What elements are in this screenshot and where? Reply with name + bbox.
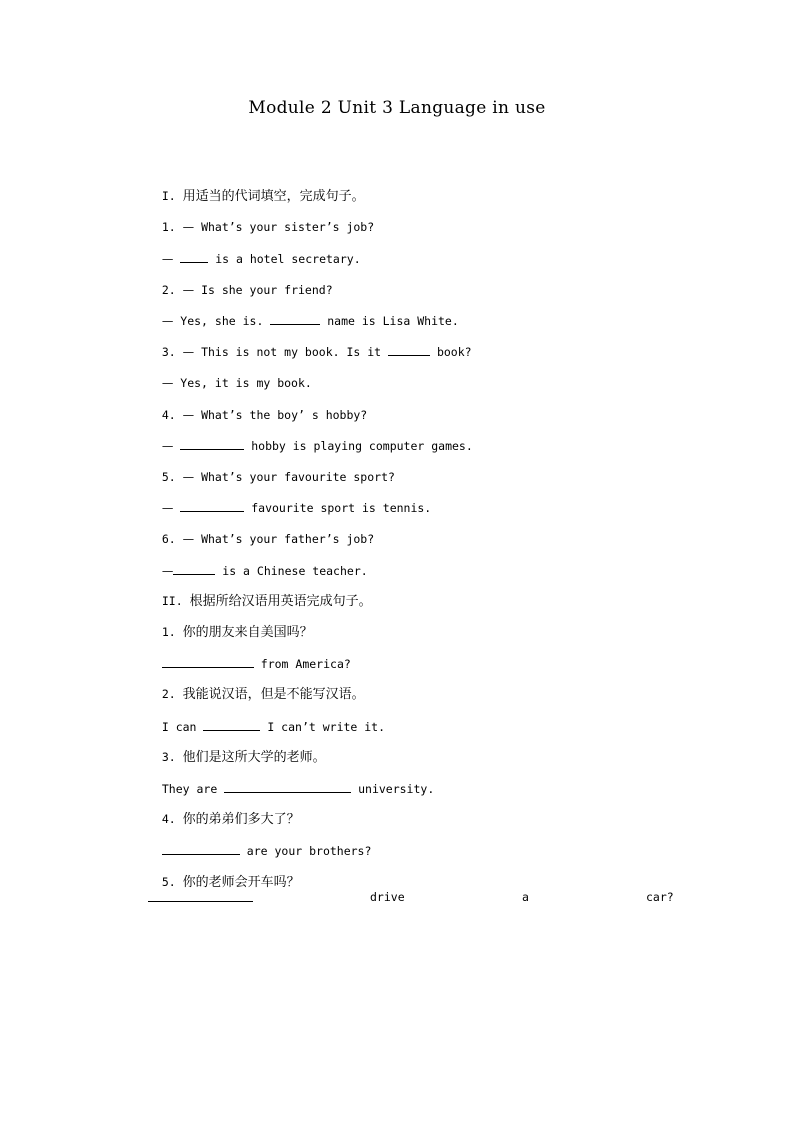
translation-5-prompt [148, 858, 300, 891]
item-number: 1. [161, 625, 183, 639]
question-text: This is not my book. Is it [194, 345, 389, 359]
english-text: from America? [253, 657, 351, 671]
question-text: What’s your favourite sport? [194, 470, 395, 484]
chinese-sentence: 你的弟弟们多大了？ [182, 812, 300, 827]
section2-instruction: 根据所给汉语用英语完成句子。 [189, 594, 372, 609]
dash: — [182, 470, 195, 484]
english-word-drive: drive [370, 890, 405, 904]
answer-blank[interactable] [173, 563, 215, 575]
answer-pre: Yes, she is. [173, 314, 271, 328]
answer-blank[interactable] [224, 781, 351, 793]
section1-instruction: 用适当的代词填空，完成句子。 [182, 189, 365, 204]
question-5 [148, 453, 395, 485]
translation-1-prompt [148, 608, 313, 641]
dash: — [161, 564, 174, 578]
chinese-sentence: 他们是这所大学的老师。 [182, 750, 326, 765]
dash: — [182, 408, 195, 422]
translation-3-answer [148, 765, 434, 797]
answer-1 [148, 235, 361, 267]
section2-number: II. [161, 594, 190, 608]
answer-text: favourite sport is tennis. [244, 501, 432, 515]
answer-blank[interactable] [148, 890, 253, 902]
question-text: What’s the boy’ s hobby? [194, 408, 368, 422]
chinese-sentence: 你的老师会开车吗？ [182, 875, 300, 890]
answer-text: is a Chinese teacher. [215, 564, 368, 578]
question-1 [148, 203, 374, 235]
translation-4-prompt [148, 795, 300, 828]
english-text: are your brothers? [239, 844, 372, 858]
question-4 [148, 391, 367, 423]
answer-5 [148, 484, 431, 516]
section1-number: I. [161, 189, 183, 203]
dash: — [161, 252, 174, 266]
dash: — [161, 314, 174, 328]
answer-6 [148, 547, 368, 579]
translation-5-answer [148, 890, 674, 906]
answer-blank[interactable] [180, 251, 208, 263]
q-number: 2. [161, 283, 183, 297]
question-3 [148, 328, 472, 360]
answer-text: Yes, it is my book. [173, 376, 312, 390]
dash: — [161, 376, 174, 390]
question-2 [148, 266, 333, 298]
question-6 [148, 515, 374, 547]
dash: — [182, 532, 195, 546]
translation-2-answer [148, 703, 385, 735]
answer-blank[interactable] [203, 719, 260, 731]
dash: — [182, 283, 195, 297]
translation-2-prompt [148, 670, 365, 703]
page-title: Module 2 Unit 3 Language in use [248, 98, 546, 118]
question-text-end: book? [430, 345, 472, 359]
translation-1-answer [148, 640, 351, 672]
question-text: What’s your sister’s job? [194, 220, 375, 234]
answer-blank[interactable] [180, 500, 244, 512]
answer-4 [148, 422, 473, 454]
translation-4-answer [148, 827, 371, 859]
english-text: I can’t write it. [260, 720, 386, 734]
answer-pre [173, 252, 180, 266]
answer-text: hobby is playing computer games. [244, 439, 473, 453]
dash: — [161, 439, 174, 453]
item-number: 2. [161, 687, 183, 701]
english-text: university. [351, 782, 435, 796]
answer-blank[interactable] [180, 438, 244, 450]
dash: — [182, 220, 195, 234]
chinese-sentence: 你的朋友来自美国吗？ [182, 625, 313, 640]
item-number: 3. [161, 750, 183, 764]
section2-heading [148, 577, 372, 610]
answer-2 [148, 297, 459, 329]
answer-3 [148, 359, 312, 391]
english-word-car: car? [646, 890, 674, 904]
q-number: 4. [161, 408, 183, 422]
dash: — [161, 501, 174, 515]
answer-blank[interactable] [162, 843, 240, 855]
question-text: What’s your father’s job? [194, 532, 375, 546]
question-text: Is she your friend? [194, 283, 333, 297]
answer-pre [173, 439, 180, 453]
answer-blank[interactable] [162, 656, 254, 668]
q-number: 6. [161, 532, 183, 546]
translation-3-prompt [148, 733, 326, 766]
dash: — [182, 345, 195, 359]
answer-text: name is Lisa White. [320, 314, 459, 328]
english-word-a: a [522, 890, 529, 904]
q-number: 3. [161, 345, 183, 359]
answer-text: is a hotel secretary. [208, 252, 361, 266]
item-number: 4. [161, 812, 183, 826]
item-number: 5. [161, 875, 183, 889]
section1-heading [148, 172, 365, 205]
answer-blank[interactable] [388, 344, 430, 356]
english-text-pre: I can [161, 720, 204, 734]
q-number: 5. [161, 470, 183, 484]
q-number: 1. [161, 220, 183, 234]
chinese-sentence: 我能说汉语，但是不能写汉语。 [182, 687, 365, 702]
english-text-pre: They are [161, 782, 225, 796]
answer-blank[interactable] [270, 313, 320, 325]
answer-pre [173, 501, 180, 515]
